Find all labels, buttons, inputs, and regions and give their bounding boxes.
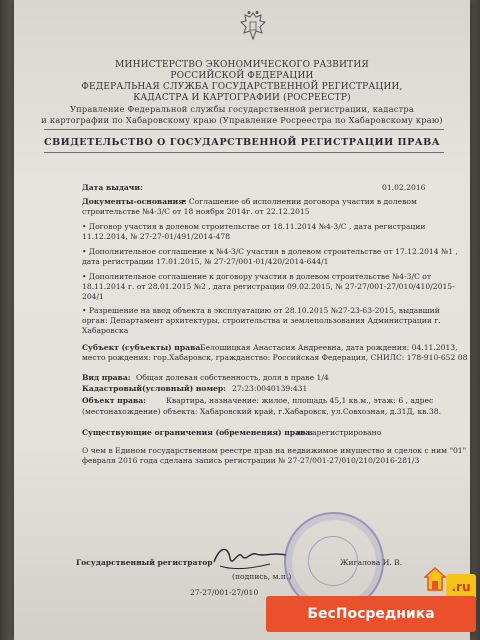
house-logo-icon (424, 566, 446, 592)
title-divider (44, 152, 444, 153)
certificate-sheet (14, 0, 470, 640)
registry-line: О чем в Едином государственном реестре прав на недвижимое имущество и сделок с ним "01" (82, 446, 467, 455)
issue-date-value: 01.02.2016 (382, 183, 426, 192)
header-rosreestr: КАДАСТРА И КАРТОГРАФИИ (РОСРЕЕСТР) (133, 93, 351, 103)
right-type-label: Вид права: (82, 373, 131, 382)
object-line: (местонахождение) объекта: Хабаровский край, г.Хабаровск, ул.Совхозная, д.31Д, кв.38. (82, 407, 441, 416)
registrar-name: Жигалова И. В. (340, 558, 403, 567)
subject-line: место рождения: гор.Хабаровск, гражданство: Российская Федерация, СНИЛС: 178-910-652 08 (82, 353, 468, 362)
documents-line: 18.11.2014 г. от 28.01.2015 №2 , дата регистрации 09.02.2015, № 27-27/001-27/010/410/2015- (82, 282, 455, 291)
watermark-logo (266, 596, 476, 632)
record-number: 27-27/001-27/010 (190, 588, 259, 597)
watermark-text: БесПосредника (307, 606, 435, 622)
documents-line: 11.12.2014, № 27-27-01/491/2014-478 (82, 232, 231, 241)
documents-line: орган: Департамент архитектуры, строительства и землепользования Администрации г. (82, 316, 441, 325)
documents-line: • Соглашение об исполнении договора участия в долевом (182, 197, 417, 206)
coat-of-arms-icon (240, 10, 266, 42)
signature-icon (210, 540, 290, 574)
object-label: Объект права: (82, 396, 146, 405)
registrar-label: Государственный регистратор (76, 558, 213, 567)
header-country: РОССИЙСКОЙ ФЕДЕРАЦИИ (170, 71, 314, 81)
issue-date-label: Дата выдачи: (82, 183, 143, 192)
cadastral-label: Кадастровый(условный) номер: (82, 384, 227, 393)
registry-line: февраля 2016 года сделана запись регистрации № 27-27/001-27/010/210/2016-281/3 (82, 456, 420, 465)
documents-line: 204/1 (82, 292, 104, 301)
cadastral-value: 27:23:0040139:431 (232, 384, 308, 393)
header-ministry: МИНИСТЕРСТВО ЭКОНОМИЧЕСКОГО РАЗВИТИЯ (115, 60, 369, 70)
object-line: Квартира, назначение: жилое, площадь 45,1 кв.м., этаж: 6 , адрес (166, 396, 434, 405)
header-department-region: и картографии по Хабаровскому краю (Управление Росреестра по Хабаровскому краю) (41, 115, 443, 125)
documents-line: дата регистрации 17.01.2015, № 27-27/001-01/420/2014-644/1 (82, 257, 329, 266)
document-title: СВИДЕТЕЛЬСТВО О ГОСУДАРСТВЕННОЙ РЕГИСТРАЦИИ ПРАВА (43, 137, 441, 148)
documents-line: Хабаровска (82, 326, 129, 335)
right-type-value: Общая долевая собственность, доля в праве 1/4 (136, 373, 329, 382)
documents-line: • Дополнительное соглашение к договору участия в долевом строительстве №4-3/С от (82, 272, 432, 281)
subject-label: Субъект (субъекты) права: (82, 343, 204, 352)
header-divider (44, 129, 444, 130)
documents-label: Документы-основания: (82, 197, 187, 206)
restrictions-value: не зарегистрировано (296, 428, 382, 437)
subject-line: Белошицкая Анастасия Андреевна, дата рождения: 04.11.2013, (200, 343, 458, 352)
header-service: ФЕДЕРАЛЬНАЯ СЛУЖБА ГОСУДАРСТВЕННОЙ РЕГИСТРАЦИИ, (81, 82, 403, 92)
watermark-domain: .ru (446, 574, 476, 600)
restrictions-label: Существующие ограничения (обременения) права: (82, 428, 314, 437)
documents-line: строительстве №4-3/С от 18 ноября 2014г. от 22.12.2015 (82, 207, 310, 216)
signature-caption: (подпись, м.п.) (232, 572, 292, 581)
documents-line: • Разрешение на ввод объекта в эксплуатацию от 28.10.2015 №27-23-63-2015, выдавший (82, 306, 440, 315)
documents-line: • Договор участия в долевом строительстве от 18.11.2014 №4-3/С , дата регистрации (82, 222, 426, 231)
header-department: Управление Федеральной службы государственной регистрации, кадастра (69, 104, 415, 114)
documents-line: • Дополнительное соглашение к №4-3/С участия в долевом строительстве от 17.12.2014 №1 , (82, 247, 458, 256)
